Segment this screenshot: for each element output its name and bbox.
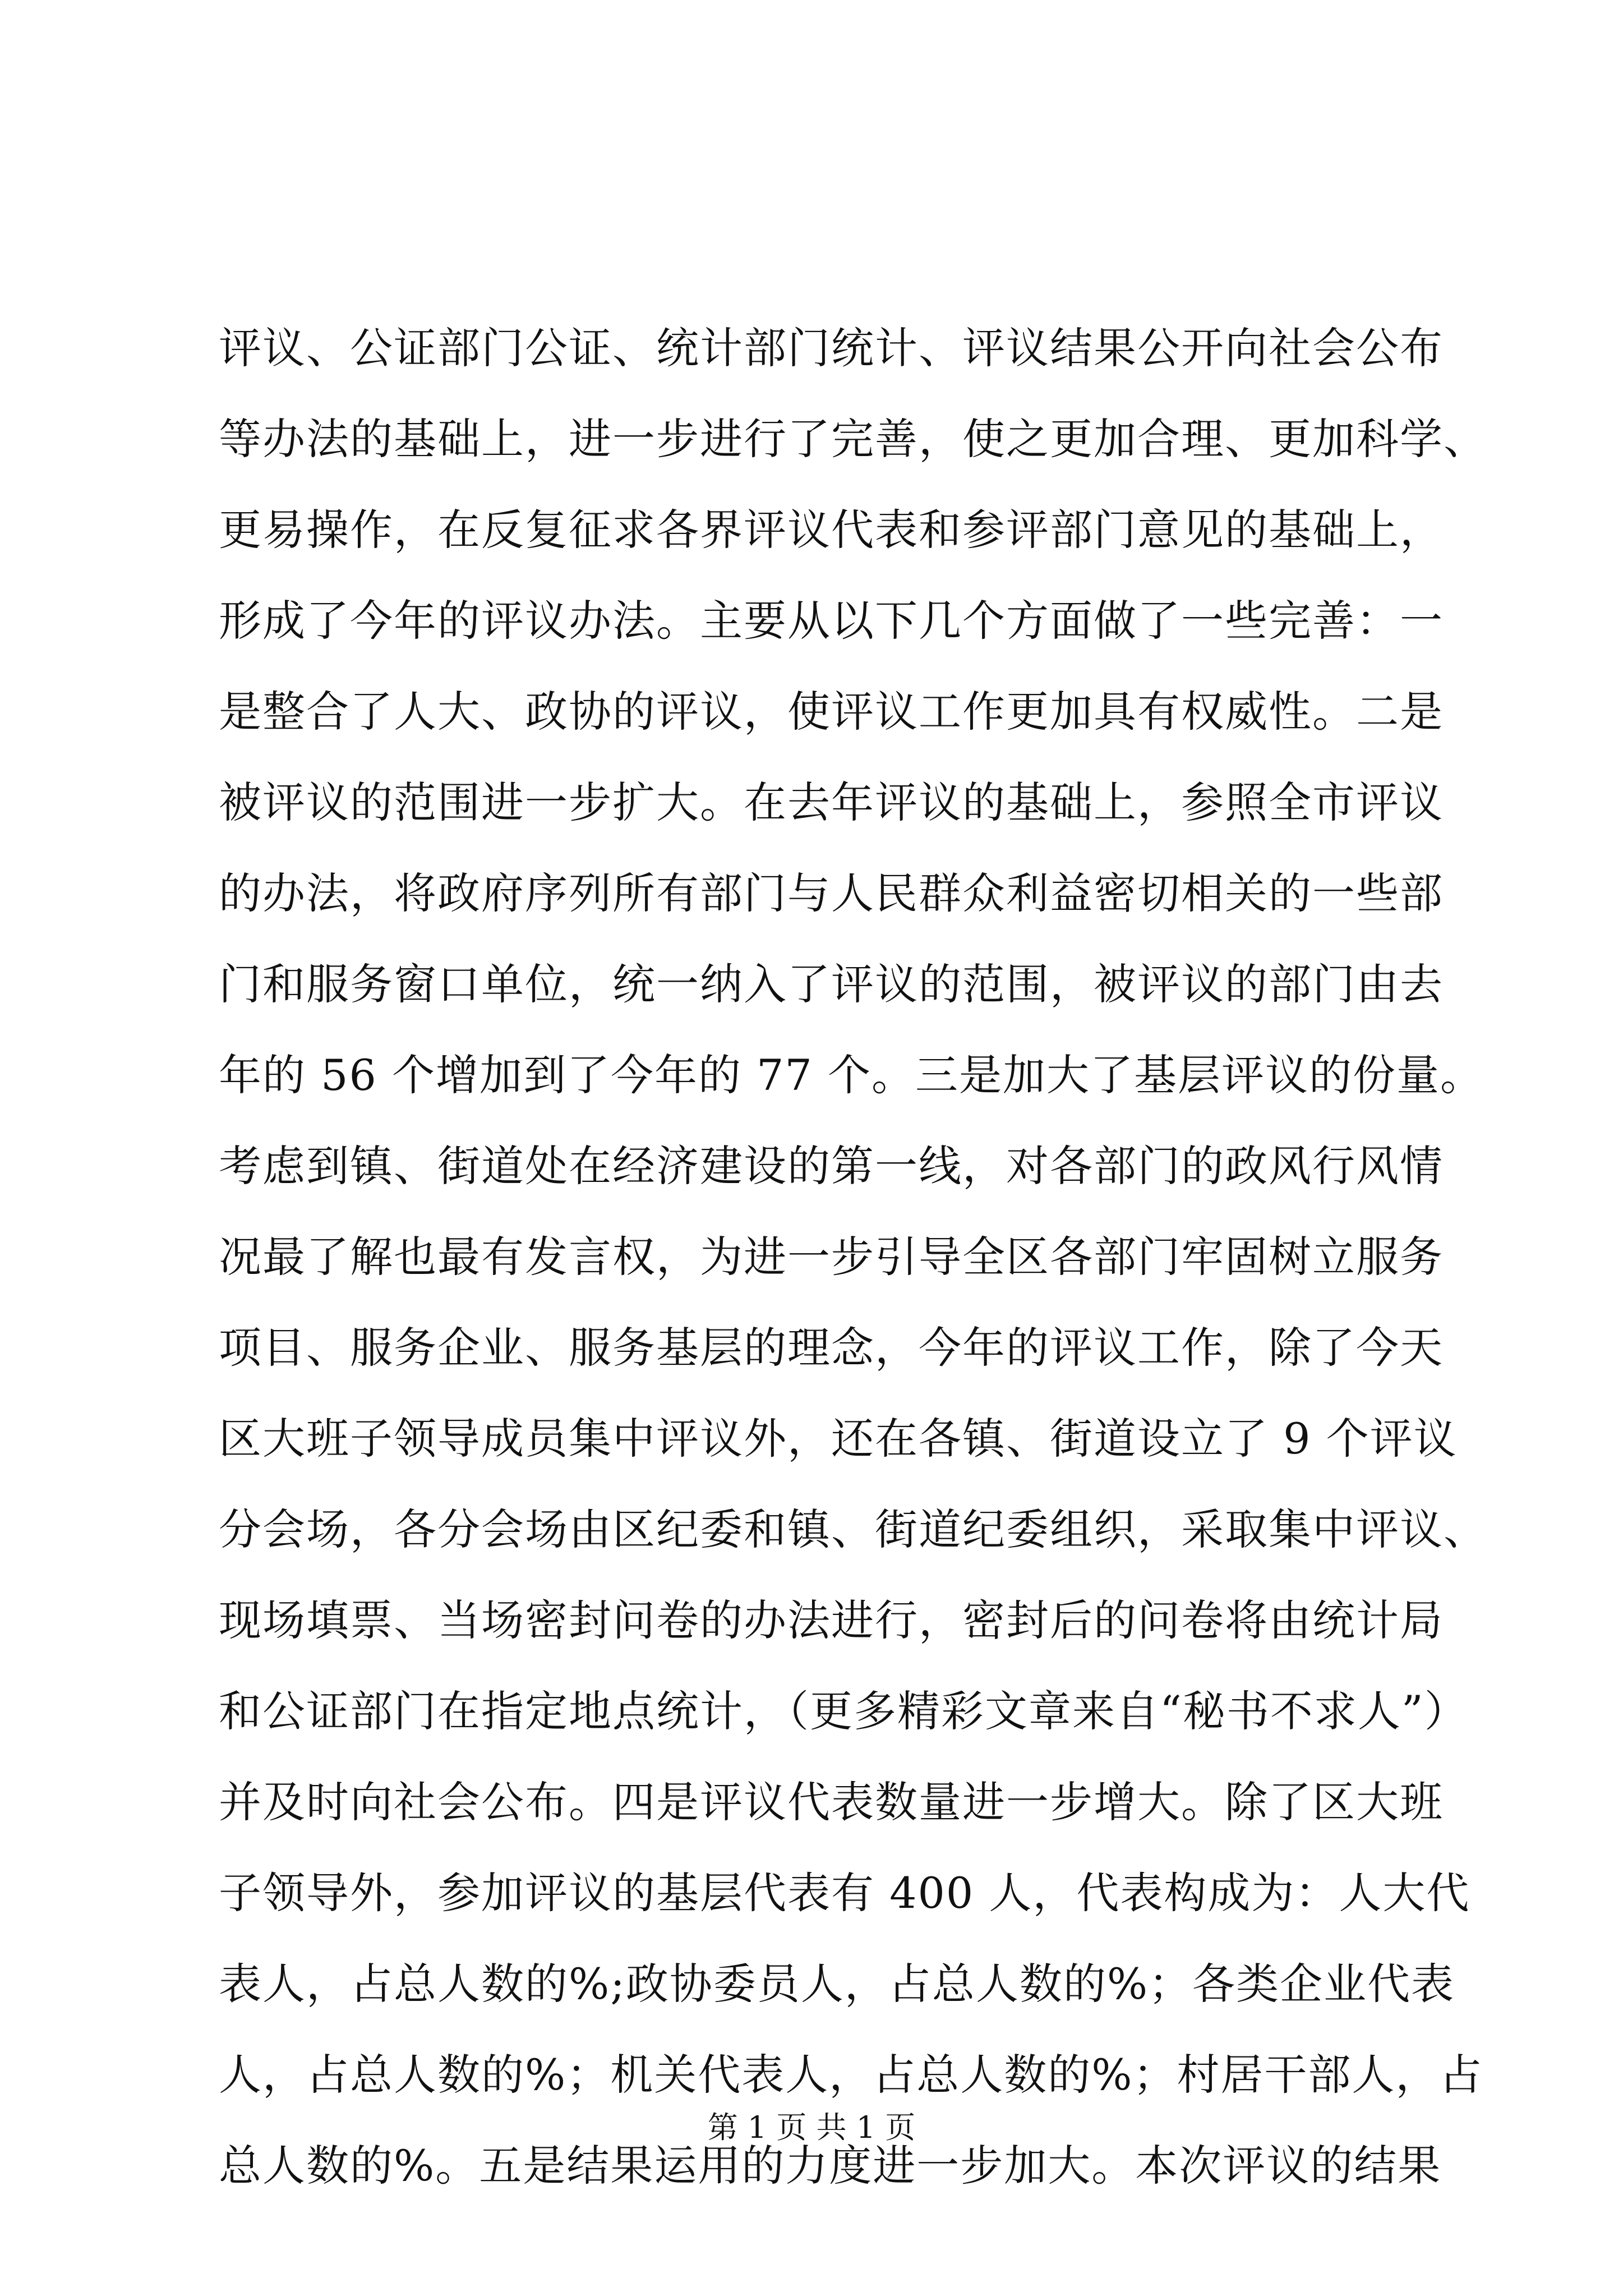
text-line: 被评议的范围进一步扩大。在去年评议的基础上，参照全市评议 <box>219 777 1444 827</box>
text-line: 门和服务窗口单位，统一纳入了评议的范围，被评议的部门由去 <box>219 959 1444 1009</box>
text-line: 项目、服务企业、服务基层的理念，今年的评议工作，除了今天 <box>219 1323 1444 1373</box>
text-line: 形成了今年的评议办法。主要从以下几个方面做了一些完善：一 <box>219 596 1444 646</box>
text-line: 现场填票、当场密封问卷的办法进行，密封后的问卷将由统计局 <box>219 1595 1444 1645</box>
text-line: 子领导外，参加评议的基层代表有 400 人，代表构成为：人大代 <box>219 1868 1470 1918</box>
text-line: 考虑到镇、街道处在经济建设的第一线，对各部门的政风行风情 <box>219 1141 1444 1191</box>
text-line: 总人数的%。五是结果运用的力度进一步加大。本次评议的结果 <box>219 2141 1442 2191</box>
text-line: 年的 56 个增加到了今年的 77 个。三是加大了基层评议的份量。 <box>219 1050 1484 1100</box>
text-line: 更易操作，在反复征求各界评议代表和参评部门意见的基础上， <box>219 505 1444 555</box>
text-line: 和公证部门在指定地点统计，（更多精彩文章来自“秘书不求人”） <box>219 1686 1468 1736</box>
text-line: 并及时向社会公布。四是评议代表数量进一步增大。除了区大班 <box>219 1777 1444 1827</box>
text-line: 况最了解也最有发言权，为进一步引导全区各部门牢固树立服务 <box>219 1232 1444 1282</box>
text-line: 分会场，各分会场由区纪委和镇、街道纪委组织，采取集中评议、 <box>219 1504 1487 1554</box>
text-line: 表人，占总人数的%;政协委员人，占总人数的%；各类企业代表 <box>219 1959 1455 2009</box>
page-number-label: 第 1 页 共 1 页 <box>707 2110 916 2145</box>
text-line: 等办法的基础上，进一步进行了完善，使之更加合理、更加科学、 <box>219 414 1487 464</box>
text-line: 是整合了人大、政协的评议，使评议工作更加具有权威性。二是 <box>219 687 1444 737</box>
text-line: 评议、公证部门公证、统计部门统计、评议结果公开向社会公布 <box>219 323 1444 373</box>
text-line: 区大班子领导成员集中评议外，还在各镇、街道设立了 9 个评议 <box>219 1414 1458 1464</box>
body-text <box>219 303 1487 2211</box>
page-footer <box>0 2108 1623 2147</box>
text-line: 人，占总人数的%；机关代表人，占总人数的%；村居干部人，占 <box>219 2050 1483 2100</box>
text-line: 的办法，将政府序列所有部门与人民群众利益密切相关的一些部 <box>219 868 1444 918</box>
